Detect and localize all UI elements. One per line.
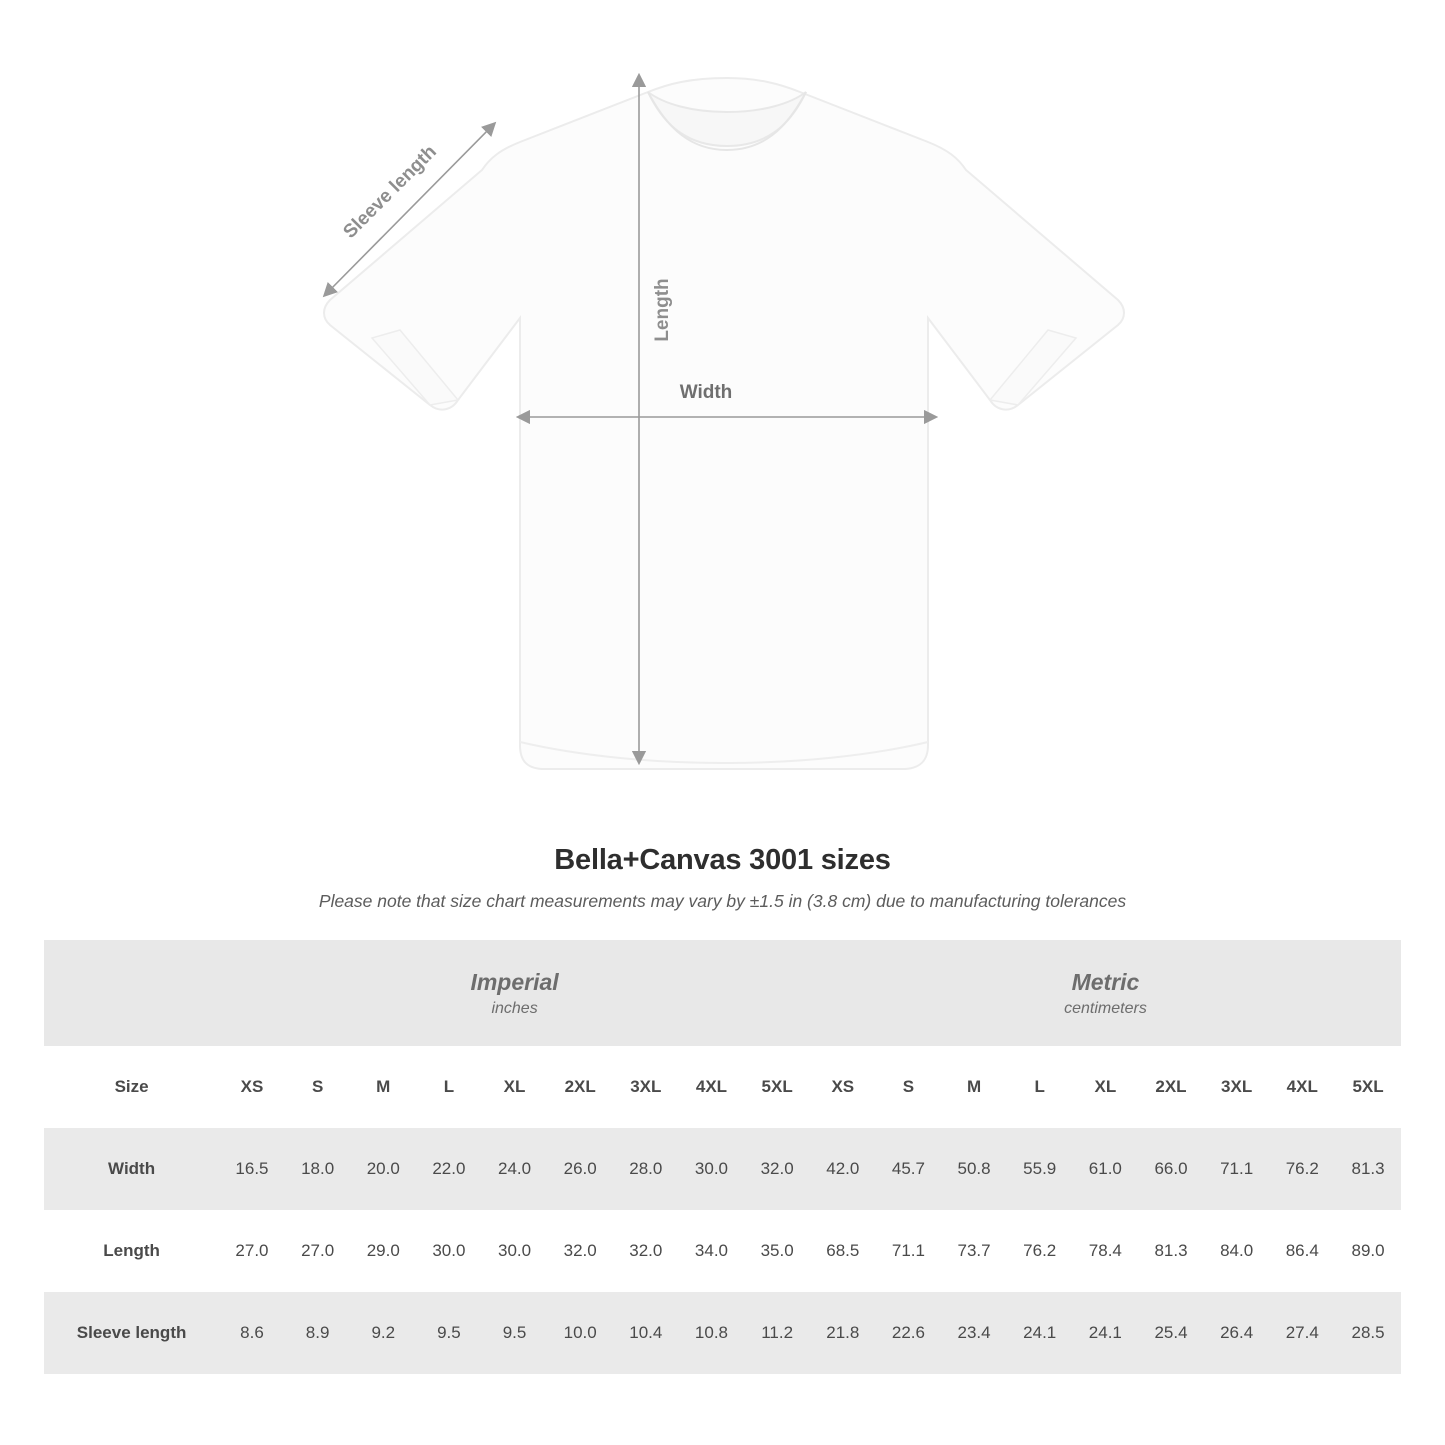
size-header-cell: 4XL — [679, 1046, 745, 1128]
tolerance-note: Please note that size chart measurements may vary by ±1.5 in (3.8 cm) due to manufacturing tolerances — [318, 891, 1127, 911]
size-header-cell: 3XL — [613, 1046, 679, 1128]
cell: 25.4 — [1138, 1292, 1204, 1374]
cell: 81.3 — [1138, 1210, 1204, 1292]
cell: 32.0 — [547, 1210, 613, 1292]
cell: 45.7 — [876, 1128, 942, 1210]
size-header-cell: L — [1007, 1046, 1073, 1128]
unit-sub-imperial: inches — [491, 1000, 538, 1018]
cell: 30.0 — [482, 1210, 548, 1292]
cell: 8.6 — [219, 1292, 285, 1374]
cell: 32.0 — [744, 1128, 810, 1210]
cell: 81.3 — [1335, 1128, 1401, 1210]
cell: 55.9 — [1007, 1128, 1073, 1210]
cell: 61.0 — [1073, 1128, 1139, 1210]
size-header-cell: 5XL — [1335, 1046, 1401, 1128]
size-header-cell: L — [416, 1046, 482, 1128]
size-header-cell: S — [285, 1046, 351, 1128]
cell: 10.8 — [679, 1292, 745, 1374]
size-header-cell: XL — [482, 1046, 548, 1128]
row-label-sleeve-length: Sleeve length — [44, 1292, 219, 1374]
cell: 26.0 — [547, 1128, 613, 1210]
cell: 27.0 — [219, 1210, 285, 1292]
cell: 42.0 — [810, 1128, 876, 1210]
cell: 9.5 — [482, 1292, 548, 1374]
size-header-cell: 4XL — [1269, 1046, 1335, 1128]
cell: 22.0 — [416, 1128, 482, 1210]
cell: 78.4 — [1073, 1210, 1139, 1292]
cell: 20.0 — [350, 1128, 416, 1210]
cell: 30.0 — [679, 1128, 745, 1210]
size-header-cell: S — [876, 1046, 942, 1128]
cell: 28.5 — [1335, 1292, 1401, 1374]
unit-name-imperial: Imperial — [470, 968, 559, 995]
unit-group-imperial — [219, 940, 810, 1046]
cell: 8.9 — [285, 1292, 351, 1374]
sleeve-length-label: Sleeve length — [339, 141, 441, 243]
size-header-label: Size — [44, 1046, 219, 1128]
table-row — [44, 1292, 1401, 1374]
size-header-cell: 5XL — [744, 1046, 810, 1128]
cell: 84.0 — [1204, 1210, 1270, 1292]
cell: 24.1 — [1007, 1292, 1073, 1374]
cell: 24.1 — [1073, 1292, 1139, 1374]
size-header-cell: 2XL — [1138, 1046, 1204, 1128]
cell: 27.4 — [1269, 1292, 1335, 1374]
row-label-width: Width — [44, 1128, 219, 1210]
title-block — [0, 844, 1445, 912]
cell: 21.8 — [810, 1292, 876, 1374]
cell: 35.0 — [744, 1210, 810, 1292]
cell: 28.0 — [613, 1128, 679, 1210]
size-header-cell: M — [941, 1046, 1007, 1128]
cell: 66.0 — [1138, 1128, 1204, 1210]
unit-group-metric — [810, 940, 1401, 1046]
size-header-cell: XS — [219, 1046, 285, 1128]
length-label: Length — [652, 278, 673, 342]
cell: 71.1 — [876, 1210, 942, 1292]
cell: 24.0 — [482, 1128, 548, 1210]
unit-name-metric: Metric — [1071, 968, 1140, 995]
cell: 10.0 — [547, 1292, 613, 1374]
size-header-row — [44, 1046, 1401, 1128]
cell: 29.0 — [350, 1210, 416, 1292]
cell: 34.0 — [679, 1210, 745, 1292]
size-table-wrap — [44, 940, 1401, 1374]
cell: 18.0 — [285, 1128, 351, 1210]
cell: 26.4 — [1204, 1292, 1270, 1374]
size-header-cell: M — [350, 1046, 416, 1128]
cell: 73.7 — [941, 1210, 1007, 1292]
width-label: Width — [679, 382, 733, 403]
tshirt-shape — [324, 78, 1124, 769]
size-table — [44, 940, 1401, 1374]
size-header-cell: 2XL — [547, 1046, 613, 1128]
table-row — [44, 1128, 1401, 1210]
cell: 9.5 — [416, 1292, 482, 1374]
cell: 16.5 — [219, 1128, 285, 1210]
cell: 50.8 — [941, 1128, 1007, 1210]
cell: 10.4 — [613, 1292, 679, 1374]
row-label-length: Length — [44, 1210, 219, 1292]
cell: 76.2 — [1007, 1210, 1073, 1292]
cell: 30.0 — [416, 1210, 482, 1292]
size-header-cell: 3XL — [1204, 1046, 1270, 1128]
unit-sub-metric: centimeters — [1064, 1000, 1147, 1018]
cell: 68.5 — [810, 1210, 876, 1292]
cell: 76.2 — [1269, 1128, 1335, 1210]
unit-corner-cell — [44, 940, 219, 1046]
page-title: Bella+Canvas 3001 sizes — [554, 844, 891, 876]
cell: 71.1 — [1204, 1128, 1270, 1210]
unit-header-row — [44, 940, 1401, 1046]
cell: 27.0 — [285, 1210, 351, 1292]
cell: 89.0 — [1335, 1210, 1401, 1292]
cell: 23.4 — [941, 1292, 1007, 1374]
cell: 9.2 — [350, 1292, 416, 1374]
cell: 11.2 — [744, 1292, 810, 1374]
size-header-cell: XS — [810, 1046, 876, 1128]
cell: 32.0 — [613, 1210, 679, 1292]
cell: 22.6 — [876, 1292, 942, 1374]
cell: 86.4 — [1269, 1210, 1335, 1292]
table-row — [44, 1210, 1401, 1292]
size-header-cell: XL — [1073, 1046, 1139, 1128]
